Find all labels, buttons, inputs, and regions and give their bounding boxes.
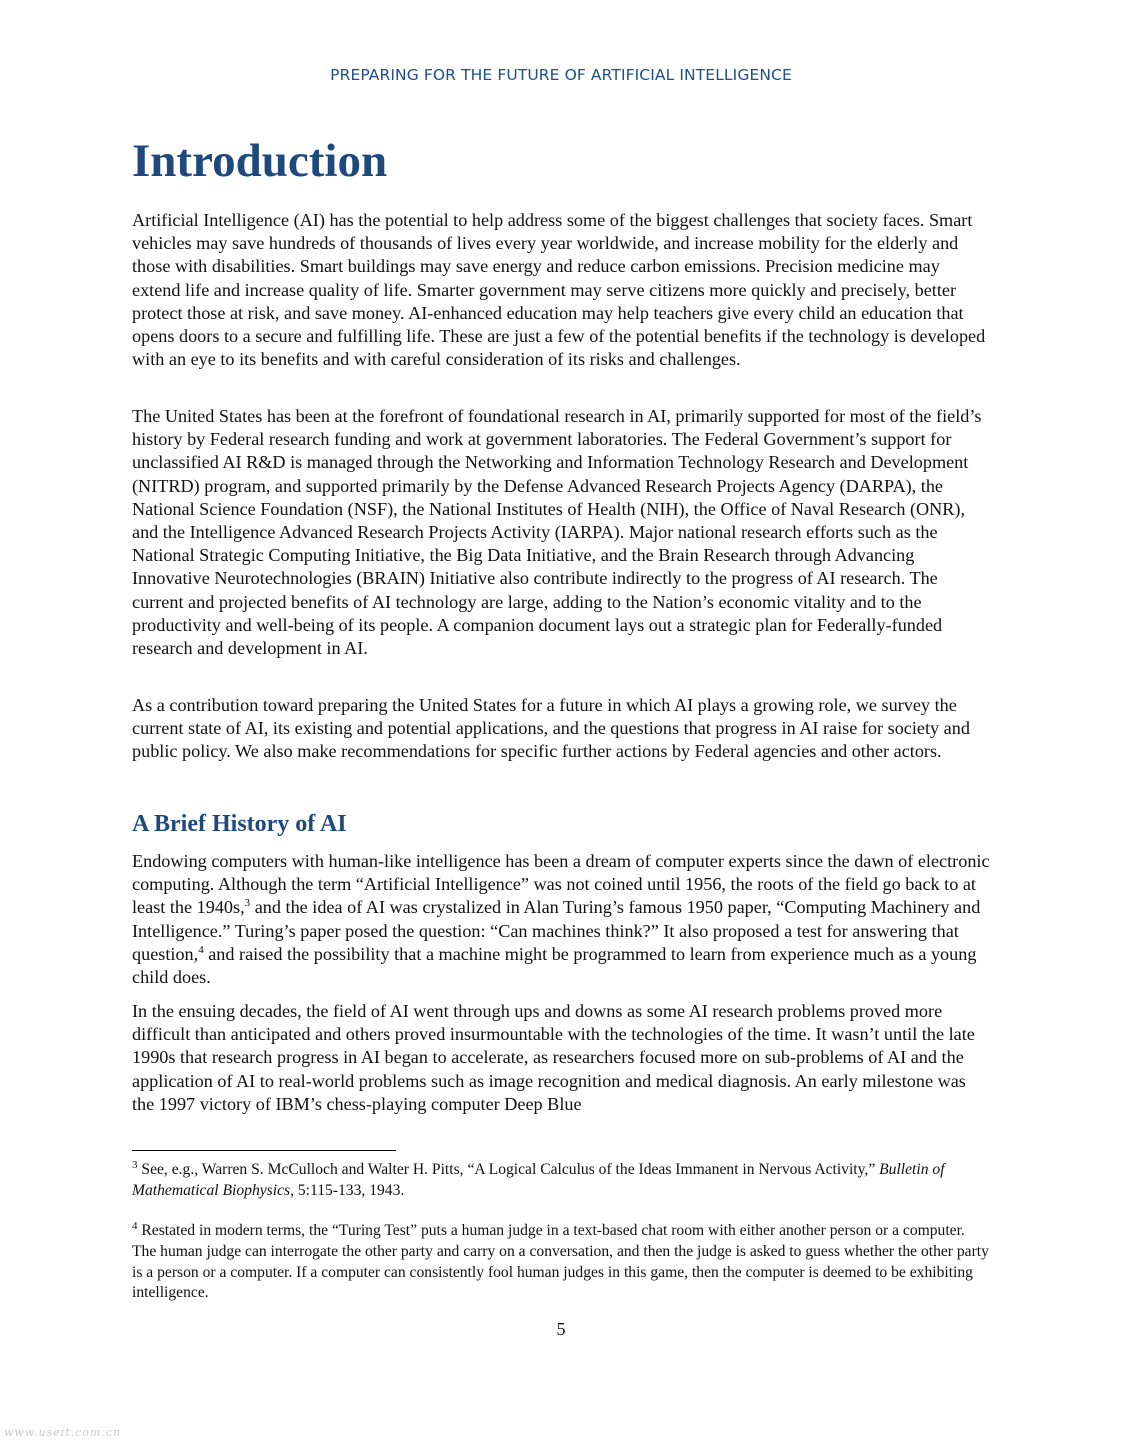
history-paragraph-2: In the ensuing decades, the field of AI went through ups and downs as some AI research problems proved more difficult than anticipated and others proved insurmountable with the technologies of the time. It wasn’t until the late 1990s that research progress in AI began to accelerate, as researchers focused more on sub-problems of AI and the application of AI to real-world problems such as image recognition and medical diagnosis. An early milestone was the 1997 victory of IBM’s chess-playing computer Deep Blue (132, 1001, 975, 1114)
footnote-ref-3[interactable]: 3 (244, 897, 251, 910)
footnote-4-text: Restated in modern terms, the “Turing Test” puts a human judge in a text-based chat room with either another person or a computer. The human judge can interrogate the other party and carry on a conversation, and then the judge is asked to guess whether the other party is a person or a computer. If a computer can consistently fool human judges in this game, then the computer is deemed to be exhibiting intelligence. (132, 1222, 989, 1302)
history-paragraph-1 (132, 850, 992, 989)
footnote-3-citation: , 5:115-133, 1943. (290, 1181, 405, 1199)
footnote-3-journal: Bulletin of Mathematical Biophysics (132, 1161, 945, 1199)
footnote-3-text: See, e.g., Warren S. McCulloch and Walter H. Pitts, “A Logical Calculus of the Ideas Immanent in Nervous Activity,” (137, 1161, 880, 1178)
intro-paragraph-3: As a contribution toward preparing the United States for a future in which AI plays a growing role, we survey the current state of AI, its existing and potential applications, and the questions that progress in AI raise for society and public policy. We also make recommendations for specific further actions by Federal agencies and other actors. (132, 695, 970, 762)
history-paragraph-1-part-2: and the idea of AI was crystalized in Alan Turing’s famous 1950 paper, “Computing Machinery and Intelligence.” Turing’s paper posed the question: “Can machines think?” It also proposed a test for answering that question, (132, 897, 981, 964)
history-paragraph-1-part-1: Endowing computers with human-like intelligence has been a dream of computer experts since the dawn of electronic computing. Although the term “Artificial Intelligence” was not coined until 1956, the roots of the field go back to at least the 1940s, (132, 851, 990, 918)
footnote-mark-3: 3 (132, 1158, 138, 1171)
footnote-3 (132, 1160, 992, 1202)
running-header: PREPARING FOR THE FUTURE OF ARTIFICIAL INTELLIGENCE (330, 66, 792, 84)
intro-paragraph-1: Artificial Intelligence (AI) has the potential to help address some of the biggest challenges that society faces. Smart vehicles may save hundreds of thousands of lives every year worldwide, and increase mobility for the elderly and those with disabilities. Smart buildings may save energy and reduce carbon emissions. Precision medicine may extend life and increase quality of life. Smarter government may serve citizens more quickly and precisely, better protect those at risk, and save money. AI-enhanced education may help teachers give every child an education that opens doors to a secure and fulfilling life. These are just a few of the potential benefits if the technology is developed with an eye to its benefits and with careful consideration of its risks and challenges. (132, 210, 986, 370)
page-number: 5 (556, 1319, 566, 1339)
section-heading-history: A Brief History of AI (132, 811, 347, 837)
history-paragraph-1-part-3: and raised the possibility that a machine might be programmed to learn from experience much as a young child does. (132, 943, 977, 988)
watermark: www.useit.com.cn (4, 1426, 122, 1439)
intro-paragraph-2: The United States has been at the forefront of foundational research in AI, primarily supported for most of the field’s history by Federal research funding and work at government laboratories. The Federal Government’s support for unclassified AI R&D is managed through the Networking and Information Technology Research and Development (NITRD) program, and supported primarily by the Defense Advanced Research Projects Agency (DARPA), the National Science Foundation (NSF), the National Institutes of Health (NIH), the Office of Naval Research (ONR), and the Intelligence Advanced Research Projects Activity (IARPA). Major national research efforts such as the National Strategic Computing Initiative, the Big Data Initiative, and the Brain Research through Advancing Innovative Neurotechnologies (BRAIN) Initiative also contribute indirectly to the progress of AI research. The current and projected benefits of AI technology are large, adding to the Nation’s economic vitality and to the productivity and well-being of its people. A companion document lays out a strategic plan for Federally-funded research and development in AI. (132, 406, 982, 659)
footnote-ref-4[interactable]: 4 (198, 943, 204, 956)
footnote-divider (132, 1150, 396, 1151)
page-title: Introduction (132, 135, 388, 187)
footnote-4 (132, 1221, 992, 1304)
footnote-mark-4: 4 (132, 1219, 138, 1232)
